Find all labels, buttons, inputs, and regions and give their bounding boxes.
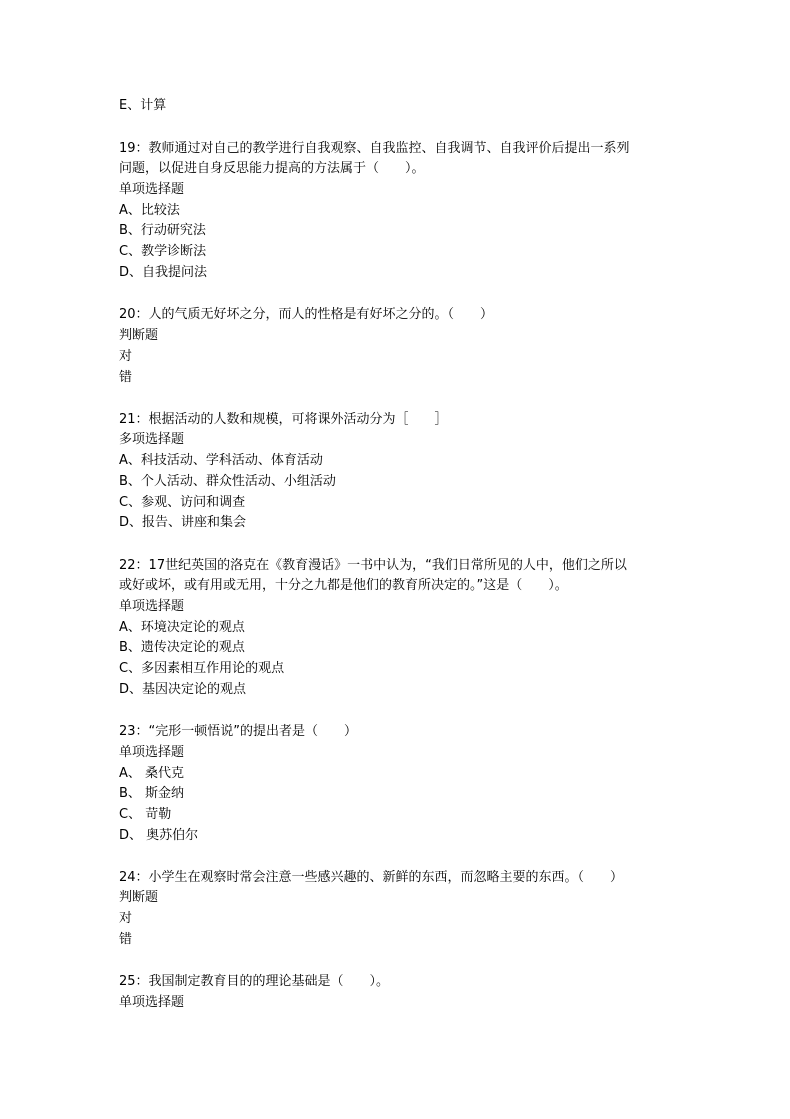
question-type: 单项选择题 (119, 995, 185, 1010)
question-type: 多项选择题 (119, 432, 185, 447)
option-b: B、 斯金纳 (119, 786, 185, 801)
option-a: A、科技活动、学科活动、体育活动 (119, 453, 323, 468)
option-true: 对 (119, 911, 133, 926)
question-stem: 22：17世纪英国的洛克在《教育漫话》一书中认为，“我们日常所见的人中，他们之所以 (119, 558, 627, 573)
option-c: C、多因素相互作用论的观点 (119, 661, 285, 676)
option-false: 错 (119, 370, 133, 385)
option-c: C、 苛勒 (119, 807, 172, 822)
option-d: D、 奥苏伯尔 (119, 828, 199, 843)
question-type: 单项选择题 (119, 182, 185, 197)
question-stem: 20：人的气质无好坏之分，而人的性格是有好坏之分的。（ ） (119, 307, 494, 322)
question-stem: 21：根据活动的人数和规模，可将课外活动分为［ ］ (119, 412, 448, 427)
option-c: C、教学诊断法 (119, 244, 207, 259)
question-type: 单项选择题 (119, 745, 185, 760)
option-c: C、参观、访问和调查 (119, 495, 246, 510)
question-stem: 23：“完形一顿悟说”的提出者是（ ） (119, 724, 358, 739)
question-stem-continued: 或好或坏，或有用或无用，十分之九都是他们的教育所决定的。”这是（ ）。 (119, 578, 568, 593)
option-d: D、自我提问法 (119, 265, 208, 280)
option-a: A、 桑代克 (119, 766, 185, 781)
question-stem: 24：小学生在观察时常会注意一些感兴趣的、新鲜的东西，而忽略主要的东西。（ ） (119, 870, 624, 885)
question-type: 判断题 (119, 890, 159, 905)
option-false: 错 (119, 932, 133, 947)
question-stem-continued: 问题，以促进自身反思能力提高的方法属于（ ）。 (119, 161, 425, 176)
option-b: B、行动研究法 (119, 223, 206, 238)
option-a: A、比较法 (119, 203, 180, 218)
option-b: B、个人活动、群众性活动、小组活动 (119, 474, 336, 489)
option-d: D、基因决定论的观点 (119, 682, 247, 697)
question-type: 判断题 (119, 328, 159, 343)
option-d: D、报告、讲座和集会 (119, 515, 247, 530)
question-stem: 25：我国制定教育目的的理论基础是（ ）。 (119, 974, 390, 989)
option-a: A、环境决定论的观点 (119, 620, 245, 635)
question-stem: 19：教师通过对自己的教学进行自我观察、自我监控、自我调节、自我评价后提出一系列 (119, 141, 630, 156)
q18-option-e: E、计算 (119, 98, 167, 113)
option-true: 对 (119, 349, 133, 364)
option-b: B、遗传决定论的观点 (119, 640, 245, 655)
question-type: 单项选择题 (119, 599, 185, 614)
